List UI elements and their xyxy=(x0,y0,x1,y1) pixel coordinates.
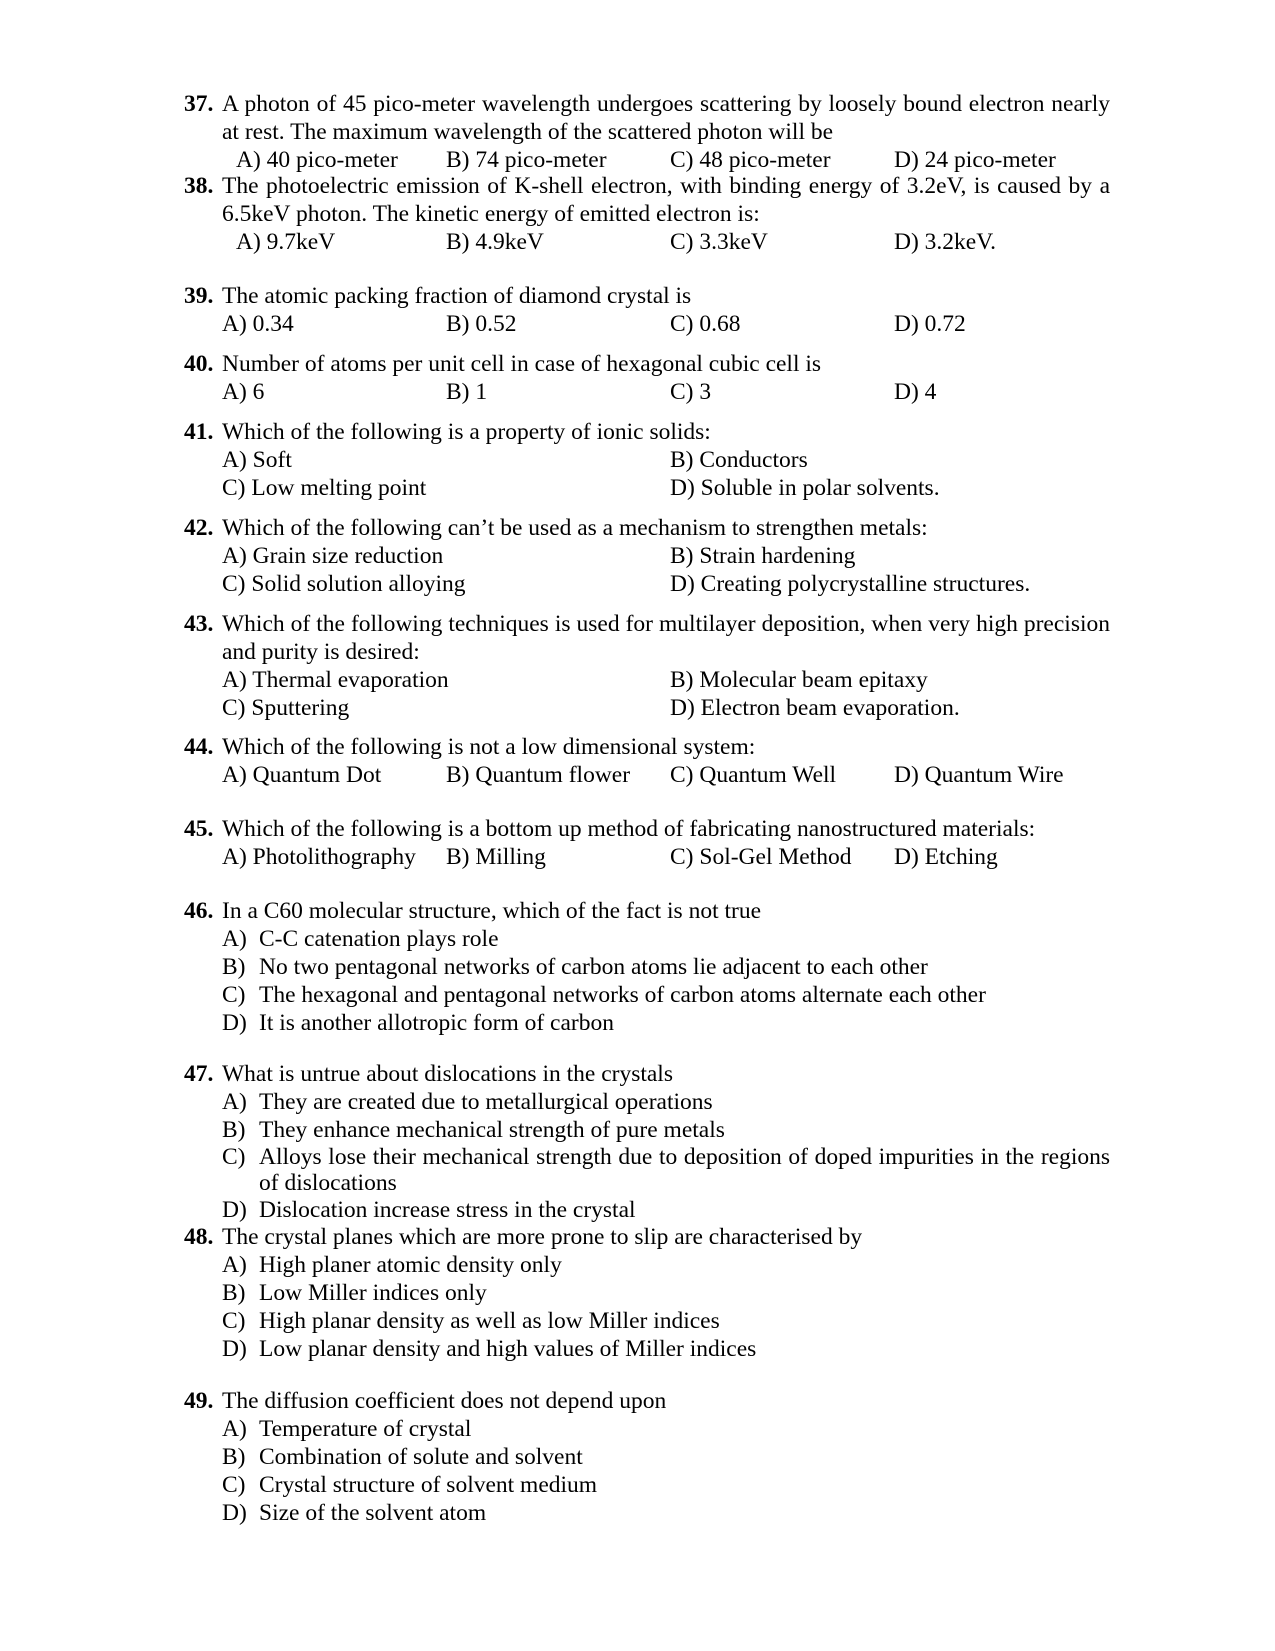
question-stem: In a C60 molecular structure, which of the fact is not true xyxy=(222,898,762,924)
options-row xyxy=(184,474,1110,502)
options-row xyxy=(184,446,1110,474)
option-c: C) Sputtering xyxy=(222,695,350,721)
option-a: A) 40 pico-meter xyxy=(236,147,398,173)
options-row xyxy=(184,542,1110,570)
question-number: 48. xyxy=(184,1224,214,1250)
question-stem: The atomic packing fraction of diamond crystal is xyxy=(222,283,692,309)
question-stem: What is untrue about dislocations in the crystals xyxy=(222,1061,673,1087)
option-a: A) 0.34 xyxy=(222,311,294,337)
option-c: C) The hexagonal and pentagonal networks of carbon atoms alternate each other xyxy=(222,982,986,1008)
question-number: 46. xyxy=(184,898,214,924)
options-row xyxy=(184,228,1110,256)
option-d: D) Etching xyxy=(894,844,998,870)
option-b: B) They enhance mechanical strength of pure metals xyxy=(222,1117,725,1143)
option-d: D) 24 pico-meter xyxy=(894,147,1056,173)
option-a: A) 6 xyxy=(222,379,265,405)
option-b: B) Conductors xyxy=(670,447,808,473)
question-number: 47. xyxy=(184,1061,214,1087)
option-d: D) Soluble in polar solvents. xyxy=(670,475,940,501)
question-stem: Which of the following techniques is used for multilayer deposition, when very high precision and purity is desired: xyxy=(222,611,1110,665)
option-d: D) Size of the solvent atom xyxy=(222,1500,487,1526)
question-stem: Which of the following is not a low dimensional system: xyxy=(222,734,756,760)
question-stem: The photoelectric emission of K-shell electron, with binding energy of 3.2eV, is caused by a 6.5keV photon. The kinetic energy of emitted electron is: xyxy=(222,173,1110,227)
option-a: A) 9.7keV xyxy=(236,229,336,255)
option-b: B) Low Miller indices only xyxy=(222,1280,487,1306)
option-b: B) 0.52 xyxy=(446,311,517,337)
option-list xyxy=(222,925,1110,1037)
option-c: C) 3 xyxy=(670,379,712,405)
option-d: D) Dislocation increase stress in the crystal xyxy=(222,1197,636,1223)
option-a: A) Temperature of crystal xyxy=(222,1416,472,1442)
option-list xyxy=(222,1251,1110,1363)
option-b: B) Quantum flower xyxy=(446,762,631,788)
question-stem: Which of the following can’t be used as a mechanism to strengthen metals: xyxy=(222,515,928,541)
question-stem: Which of the following is a property of ionic solids: xyxy=(222,419,711,445)
options-row xyxy=(184,694,1110,722)
option-d: D) Quantum Wire xyxy=(894,762,1064,788)
option-d: D) Creating polycrystalline structures. xyxy=(670,571,1031,597)
option-d: D) It is another allotropic form of carbon xyxy=(222,1010,614,1036)
options-row xyxy=(184,570,1110,598)
question-stem: A photon of 45 pico-meter wavelength undergoes scattering by loosely bound electron nearly at rest. The maximum wavelength of the scattered photon will be xyxy=(222,91,1110,145)
option-a: A) Grain size reduction xyxy=(222,543,444,569)
question-number: 44. xyxy=(184,734,214,760)
question-40 xyxy=(184,350,1110,406)
option-c: C) Solid solution alloying xyxy=(222,571,466,597)
option-b: B) 1 xyxy=(446,379,488,405)
option-a: A) Soft xyxy=(222,447,292,473)
option-c: C) Crystal structure of solvent medium xyxy=(222,1472,598,1498)
option-list xyxy=(222,1415,1110,1527)
option-a: A) Quantum Dot xyxy=(222,762,382,788)
question-46 xyxy=(184,897,1110,1037)
question-49 xyxy=(184,1387,1110,1527)
option-b: B) Milling xyxy=(446,844,546,870)
question-37 xyxy=(184,90,1110,174)
question-stem: The diffusion coefficient does not depend upon xyxy=(222,1388,667,1414)
question-44 xyxy=(184,733,1110,789)
question-stem: Which of the following is a bottom up method of fabricating nanostructured materials: xyxy=(222,816,1036,842)
option-c: C) 0.68 xyxy=(670,311,741,337)
options-row xyxy=(184,310,1110,338)
option-a: A) They are created due to metallurgical operations xyxy=(222,1089,713,1115)
question-number: 41. xyxy=(184,419,214,445)
question-45 xyxy=(184,815,1110,871)
option-d: D) Low planar density and high values of Miller indices xyxy=(222,1336,757,1362)
question-39 xyxy=(184,282,1110,338)
question-number: 40. xyxy=(184,351,214,377)
option-b: B) Combination of solute and solvent xyxy=(222,1444,583,1470)
question-number: 37. xyxy=(184,91,214,117)
question-38 xyxy=(184,172,1110,256)
question-stem: Number of atoms per unit cell in case of hexagonal cubic cell is xyxy=(222,351,822,377)
option-d: D) 0.72 xyxy=(894,311,966,337)
option-d: D) 3.2keV. xyxy=(894,229,997,255)
question-47 xyxy=(184,1060,1110,1224)
option-c: C) 3.3keV xyxy=(670,229,768,255)
question-number: 45. xyxy=(184,816,214,842)
option-b: B) 4.9keV xyxy=(446,229,544,255)
question-stem: The crystal planes which are more prone to slip are characterised by xyxy=(222,1224,863,1250)
option-c: C) Sol-Gel Method xyxy=(670,844,852,870)
options-row xyxy=(184,146,1110,174)
option-a: A) C-C catenation plays role xyxy=(222,926,499,952)
option-a: A) Thermal evaporation xyxy=(222,667,449,693)
option-c: C) Alloys lose their mechanical strength due to deposition of doped impurities in the regions of dislocations xyxy=(222,1144,1110,1196)
question-number: 49. xyxy=(184,1388,214,1414)
option-b: B) No two pentagonal networks of carbon atoms lie adjacent to each other xyxy=(222,954,928,980)
question-43 xyxy=(184,610,1110,722)
option-list xyxy=(222,1088,1110,1224)
question-48 xyxy=(184,1223,1110,1363)
options-row xyxy=(184,843,1110,871)
question-number: 42. xyxy=(184,515,214,541)
options-row xyxy=(184,666,1110,694)
option-b: B) Molecular beam epitaxy xyxy=(670,667,928,693)
option-a: A) High planer atomic density only xyxy=(222,1252,562,1278)
option-b: B) 74 pico-meter xyxy=(446,147,607,173)
options-row xyxy=(184,761,1110,789)
option-c: C) High planar density as well as low Miller indices xyxy=(222,1308,720,1334)
question-number: 38. xyxy=(184,173,214,199)
options-row xyxy=(184,378,1110,406)
option-c: C) Quantum Well xyxy=(670,762,837,788)
option-a: A) Photolithography xyxy=(222,844,416,870)
option-c: C) 48 pico-meter xyxy=(670,147,831,173)
option-d: D) Electron beam evaporation. xyxy=(670,695,960,721)
question-42 xyxy=(184,514,1110,598)
option-b: B) Strain hardening xyxy=(670,543,856,569)
question-number: 39. xyxy=(184,283,214,309)
question-41 xyxy=(184,418,1110,502)
option-c: C) Low melting point xyxy=(222,475,427,501)
option-d: D) 4 xyxy=(894,379,937,405)
question-number: 43. xyxy=(184,611,214,637)
